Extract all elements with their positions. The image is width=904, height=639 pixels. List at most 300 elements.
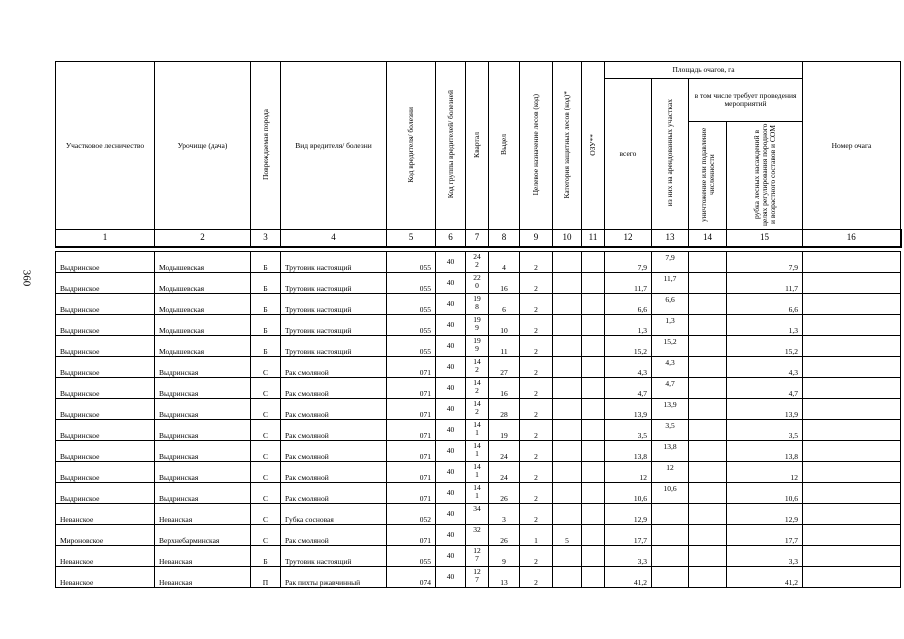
cell-quarter: 14 2 (466, 398, 489, 419)
cell-leased (652, 566, 689, 587)
cell-forestry: Выдринское (56, 335, 155, 356)
cell-total: 6,6 (605, 293, 652, 314)
cell-total: 3,5 (605, 419, 652, 440)
cell-group-code: 40 (436, 440, 466, 461)
table-row (56, 335, 901, 356)
cell-ozu (582, 272, 605, 293)
column-number: 8 (489, 229, 520, 247)
cell-focus-number (803, 251, 901, 272)
cell-focus-number (803, 335, 901, 356)
cell-purpose: 2 (520, 545, 553, 566)
header-pest-code: Код вредителя/ болезни (387, 62, 436, 230)
cell-vydel: 27 (489, 356, 520, 377)
cell-purpose: 2 (520, 566, 553, 587)
cell-suppress (689, 314, 727, 335)
column-number: 3 (251, 229, 281, 247)
cell-forestry: Выдринское (56, 419, 155, 440)
cell-total: 41,2 (605, 566, 652, 587)
column-number: 4 (281, 229, 387, 247)
pest-foci-table (55, 61, 902, 588)
cell-purpose: 2 (520, 377, 553, 398)
cell-felling: 3,3 (727, 545, 803, 566)
cell-vydel: 4 (489, 251, 520, 272)
cell-total: 11,7 (605, 272, 652, 293)
cell-quarter: 19 8 (466, 293, 489, 314)
cell-felling: 12 (727, 461, 803, 482)
cell-ozu (582, 440, 605, 461)
header-pest: Вид вредителя/ болезни (281, 62, 387, 230)
cell-ozu (582, 377, 605, 398)
cell-forestry: Выдринское (56, 461, 155, 482)
cell-vydel: 13 (489, 566, 520, 587)
cell-suppress (689, 356, 727, 377)
cell-pest-code: 071 (387, 377, 436, 398)
cell-tract: Выдринская (155, 482, 251, 503)
cell-pest-code: 071 (387, 356, 436, 377)
cell-category (553, 398, 582, 419)
cell-total: 4,7 (605, 377, 652, 398)
cell-focus-number (803, 272, 901, 293)
cell-leased: 11,7 (652, 272, 689, 293)
cell-breed: С (251, 482, 281, 503)
cell-felling: 12,9 (727, 503, 803, 524)
cell-breed: Б (251, 272, 281, 293)
cell-vydel: 16 (489, 272, 520, 293)
cell-pest-code: 071 (387, 440, 436, 461)
cell-suppress (689, 461, 727, 482)
cell-vydel: 6 (489, 293, 520, 314)
cell-suppress (689, 293, 727, 314)
header-ozu: ОЗУ** (582, 62, 605, 230)
cell-quarter: 19 9 (466, 335, 489, 356)
cell-pest: Рак смоляной (281, 524, 387, 545)
header-leased: из них на арендованных участках (652, 79, 689, 230)
cell-vydel: 26 (489, 524, 520, 545)
cell-breed: С (251, 503, 281, 524)
cell-breed: Б (251, 545, 281, 566)
cell-focus-number (803, 440, 901, 461)
cell-tract: Модышевская (155, 335, 251, 356)
cell-tract: Верхнебарминская (155, 524, 251, 545)
cell-total: 4,3 (605, 356, 652, 377)
cell-felling: 1,3 (727, 314, 803, 335)
cell-suppress (689, 398, 727, 419)
cell-purpose: 2 (520, 272, 553, 293)
cell-focus-number (803, 356, 901, 377)
table-row (56, 566, 901, 587)
cell-purpose: 2 (520, 398, 553, 419)
cell-breed: П (251, 566, 281, 587)
cell-felling: 4,7 (727, 377, 803, 398)
column-number: 1 (56, 229, 155, 247)
cell-total: 3,3 (605, 545, 652, 566)
column-number: 6 (436, 229, 466, 247)
page-number: 360 (20, 269, 33, 287)
cell-pest: Рак смоляной (281, 461, 387, 482)
cell-breed: Б (251, 251, 281, 272)
cell-quarter: 14 1 (466, 482, 489, 503)
cell-ozu (582, 251, 605, 272)
cell-ozu (582, 566, 605, 587)
cell-ozu (582, 524, 605, 545)
cell-pest-code: 071 (387, 398, 436, 419)
cell-group-code: 40 (436, 377, 466, 398)
cell-ozu (582, 503, 605, 524)
column-number: 12 (605, 229, 652, 247)
cell-category (553, 440, 582, 461)
column-number: 2 (155, 229, 251, 247)
cell-category (553, 293, 582, 314)
cell-purpose: 2 (520, 482, 553, 503)
cell-ozu (582, 398, 605, 419)
cell-total: 12 (605, 461, 652, 482)
cell-ozu (582, 461, 605, 482)
column-number: 5 (387, 229, 436, 247)
cell-pest-code: 074 (387, 566, 436, 587)
cell-tract: Выдринская (155, 377, 251, 398)
cell-suppress (689, 440, 727, 461)
cell-category (553, 314, 582, 335)
cell-pest-code: 055 (387, 335, 436, 356)
cell-suppress (689, 545, 727, 566)
header-forestry: Участковое лесничество (56, 62, 155, 230)
cell-total: 10,6 (605, 482, 652, 503)
cell-group-code: 40 (436, 398, 466, 419)
cell-focus-number (803, 566, 901, 587)
cell-suppress (689, 335, 727, 356)
cell-total: 12,9 (605, 503, 652, 524)
cell-leased: 3,5 (652, 419, 689, 440)
cell-forestry: Выдринское (56, 398, 155, 419)
cell-quarter: 14 1 (466, 461, 489, 482)
cell-pest: Рак смоляной (281, 398, 387, 419)
cell-tract: Неванская (155, 566, 251, 587)
header-tract: Урочище (дача) (155, 62, 251, 230)
cell-forestry: Неванское (56, 566, 155, 587)
cell-quarter: 12 7 (466, 566, 489, 587)
table-row (56, 398, 901, 419)
table-row (56, 440, 901, 461)
cell-focus-number (803, 398, 901, 419)
cell-purpose: 2 (520, 251, 553, 272)
table-row (56, 524, 901, 545)
table-row (56, 314, 901, 335)
cell-pest: Рак смоляной (281, 356, 387, 377)
cell-focus-number (803, 419, 901, 440)
cell-vydel: 11 (489, 335, 520, 356)
column-number: 10 (553, 229, 582, 247)
cell-focus-number (803, 482, 901, 503)
cell-focus-number (803, 314, 901, 335)
cell-leased: 13,9 (652, 398, 689, 419)
cell-purpose: 1 (520, 524, 553, 545)
cell-total: 15,2 (605, 335, 652, 356)
cell-leased: 15,2 (652, 335, 689, 356)
cell-suppress (689, 272, 727, 293)
cell-group-code: 40 (436, 566, 466, 587)
header-quarter: Квартал (466, 62, 489, 230)
cell-tract: Модышевская (155, 251, 251, 272)
cell-felling: 17,7 (727, 524, 803, 545)
cell-felling: 10,6 (727, 482, 803, 503)
header-focus-number: Номер очага (803, 62, 901, 230)
cell-group-code: 40 (436, 503, 466, 524)
table-row (56, 272, 901, 293)
cell-group-code: 40 (436, 293, 466, 314)
cell-quarter: 14 1 (466, 419, 489, 440)
cell-quarter: 14 2 (466, 377, 489, 398)
column-number: 11 (582, 229, 605, 247)
cell-forestry: Выдринское (56, 356, 155, 377)
cell-total: 13,9 (605, 398, 652, 419)
cell-total: 1,3 (605, 314, 652, 335)
cell-quarter: 32 (466, 524, 489, 545)
cell-forestry: Выдринское (56, 293, 155, 314)
cell-breed: С (251, 356, 281, 377)
cell-total: 13,8 (605, 440, 652, 461)
cell-forestry: Неванское (56, 503, 155, 524)
cell-breed: С (251, 440, 281, 461)
cell-forestry: Выдринское (56, 251, 155, 272)
table-body (56, 251, 901, 587)
cell-breed: Б (251, 314, 281, 335)
cell-vydel: 24 (489, 461, 520, 482)
cell-purpose: 2 (520, 419, 553, 440)
cell-ozu (582, 335, 605, 356)
cell-felling: 13,9 (727, 398, 803, 419)
cell-group-code: 40 (436, 272, 466, 293)
cell-group-code: 40 (436, 335, 466, 356)
cell-tract: Неванская (155, 503, 251, 524)
cell-pest-code: 055 (387, 314, 436, 335)
table-row (56, 293, 901, 314)
cell-pest: Рак смоляной (281, 440, 387, 461)
cell-leased: 7,9 (652, 251, 689, 272)
cell-vydel: 9 (489, 545, 520, 566)
cell-tract: Модышевская (155, 293, 251, 314)
cell-group-code: 40 (436, 419, 466, 440)
cell-suppress (689, 482, 727, 503)
cell-pest-code: 055 (387, 272, 436, 293)
cell-leased: 1,3 (652, 314, 689, 335)
cell-quarter: 14 2 (466, 356, 489, 377)
header-suppress: уничтожение или подавление численности (689, 122, 727, 230)
cell-tract: Выдринская (155, 398, 251, 419)
cell-focus-number (803, 293, 901, 314)
cell-tract: Неванская (155, 545, 251, 566)
cell-suppress (689, 566, 727, 587)
column-number: 9 (520, 229, 553, 247)
cell-category (553, 419, 582, 440)
table-row (56, 377, 901, 398)
cell-felling: 11,7 (727, 272, 803, 293)
cell-quarter: 22 0 (466, 272, 489, 293)
cell-pest-code: 052 (387, 503, 436, 524)
cell-ozu (582, 419, 605, 440)
cell-felling: 6,6 (727, 293, 803, 314)
cell-forestry: Выдринское (56, 314, 155, 335)
table-row (56, 545, 901, 566)
cell-quarter: 12 7 (466, 545, 489, 566)
cell-tract: Модышевская (155, 314, 251, 335)
cell-ozu (582, 482, 605, 503)
cell-leased: 4,7 (652, 377, 689, 398)
cell-leased: 13,8 (652, 440, 689, 461)
cell-group-code: 40 (436, 356, 466, 377)
cell-pest: Губка сосновая (281, 503, 387, 524)
cell-vydel: 16 (489, 377, 520, 398)
cell-purpose: 2 (520, 461, 553, 482)
cell-focus-number (803, 545, 901, 566)
cell-category: 5 (553, 524, 582, 545)
cell-pest: Рак смоляной (281, 482, 387, 503)
cell-leased: 12 (652, 461, 689, 482)
cell-purpose: 2 (520, 440, 553, 461)
cell-felling: 13,8 (727, 440, 803, 461)
cell-breed: Б (251, 335, 281, 356)
cell-forestry: Мироновское (56, 524, 155, 545)
cell-group-code: 40 (436, 251, 466, 272)
cell-pest: Рак смоляной (281, 419, 387, 440)
cell-forestry: Неванское (56, 545, 155, 566)
cell-felling: 7,9 (727, 251, 803, 272)
cell-focus-number (803, 377, 901, 398)
cell-group-code: 40 (436, 545, 466, 566)
cell-breed: С (251, 377, 281, 398)
cell-felling: 3,5 (727, 419, 803, 440)
header-group-code: Код группы вредителей/ болезней (436, 62, 466, 230)
cell-category (553, 251, 582, 272)
header-total: всего (605, 79, 652, 230)
cell-leased: 10,6 (652, 482, 689, 503)
cell-quarter: 34 (466, 503, 489, 524)
cell-category (553, 356, 582, 377)
cell-suppress (689, 503, 727, 524)
cell-pest-code: 055 (387, 293, 436, 314)
cell-pest-code: 055 (387, 545, 436, 566)
cell-purpose: 2 (520, 293, 553, 314)
cell-pest-code: 071 (387, 482, 436, 503)
cell-suppress (689, 377, 727, 398)
cell-suppress (689, 524, 727, 545)
table-row (56, 482, 901, 503)
cell-purpose: 2 (520, 335, 553, 356)
cell-ozu (582, 293, 605, 314)
cell-pest: Рак смоляной (281, 377, 387, 398)
column-number: 14 (689, 229, 727, 247)
cell-ozu (582, 545, 605, 566)
header-felling: рубка лесных насаждений в целях регулирования породного и возрастного составов и СОМ (727, 122, 803, 230)
cell-leased (652, 545, 689, 566)
cell-purpose: 2 (520, 314, 553, 335)
cell-pest: Трутовик настоящий (281, 251, 387, 272)
cell-pest-code: 055 (387, 251, 436, 272)
cell-pest-code: 071 (387, 524, 436, 545)
cell-leased (652, 524, 689, 545)
column-number: 13 (652, 229, 689, 247)
cell-breed: С (251, 398, 281, 419)
cell-purpose: 2 (520, 503, 553, 524)
cell-quarter: 24 2 (466, 251, 489, 272)
cell-category (553, 377, 582, 398)
cell-suppress (689, 419, 727, 440)
header-vydel: Выдел (489, 62, 520, 230)
cell-group-code: 40 (436, 524, 466, 545)
cell-breed: С (251, 461, 281, 482)
cell-group-code: 40 (436, 482, 466, 503)
column-number: 16 (803, 229, 901, 247)
cell-pest: Трутовик настоящий (281, 545, 387, 566)
cell-leased (652, 503, 689, 524)
cell-category (553, 461, 582, 482)
cell-pest-code: 071 (387, 461, 436, 482)
cell-vydel: 10 (489, 314, 520, 335)
header-measures-group: в том числе требует проведения мероприятий (689, 79, 803, 122)
cell-pest-code: 071 (387, 419, 436, 440)
table-row (56, 251, 901, 272)
cell-total: 17,7 (605, 524, 652, 545)
cell-pest: Трутовик настоящий (281, 314, 387, 335)
cell-group-code: 40 (436, 314, 466, 335)
cell-tract: Модышевская (155, 272, 251, 293)
cell-focus-number (803, 503, 901, 524)
cell-quarter: 14 1 (466, 440, 489, 461)
cell-forestry: Выдринское (56, 440, 155, 461)
cell-vydel: 28 (489, 398, 520, 419)
cell-forestry: Выдринское (56, 377, 155, 398)
cell-pest: Трутовик настоящий (281, 293, 387, 314)
cell-group-code: 40 (436, 461, 466, 482)
cell-pest: Трутовик настоящий (281, 335, 387, 356)
table-row (56, 503, 901, 524)
cell-category (553, 566, 582, 587)
cell-category (553, 482, 582, 503)
cell-tract: Выдринская (155, 356, 251, 377)
cell-vydel: 26 (489, 482, 520, 503)
cell-leased: 4,3 (652, 356, 689, 377)
column-number-row (56, 229, 901, 247)
cell-pest: Рак пихты ржавчинный (281, 566, 387, 587)
table-row (56, 419, 901, 440)
cell-breed: Б (251, 293, 281, 314)
cell-ozu (582, 314, 605, 335)
cell-total: 7,9 (605, 251, 652, 272)
cell-category (553, 503, 582, 524)
cell-vydel: 3 (489, 503, 520, 524)
cell-forestry: Выдринское (56, 482, 155, 503)
header-purpose: Целевое назначение лесов (код) (520, 62, 553, 230)
header-category: Категория защитных лесов (код)* (553, 62, 582, 230)
header-breed: Повреждаемая порода (251, 62, 281, 230)
cell-vydel: 24 (489, 440, 520, 461)
cell-tract: Выдринская (155, 440, 251, 461)
cell-purpose: 2 (520, 356, 553, 377)
table-row (56, 461, 901, 482)
cell-category (553, 335, 582, 356)
cell-focus-number (803, 461, 901, 482)
cell-breed: С (251, 524, 281, 545)
cell-tract: Выдринская (155, 461, 251, 482)
cell-forestry: Выдринское (56, 272, 155, 293)
cell-tract: Выдринская (155, 419, 251, 440)
cell-leased: 6,6 (652, 293, 689, 314)
column-number: 15 (727, 229, 803, 247)
header-area-group: Площадь очагов, га (605, 62, 803, 79)
cell-focus-number (803, 524, 901, 545)
table-row (56, 356, 901, 377)
cell-category (553, 272, 582, 293)
cell-felling: 41,2 (727, 566, 803, 587)
